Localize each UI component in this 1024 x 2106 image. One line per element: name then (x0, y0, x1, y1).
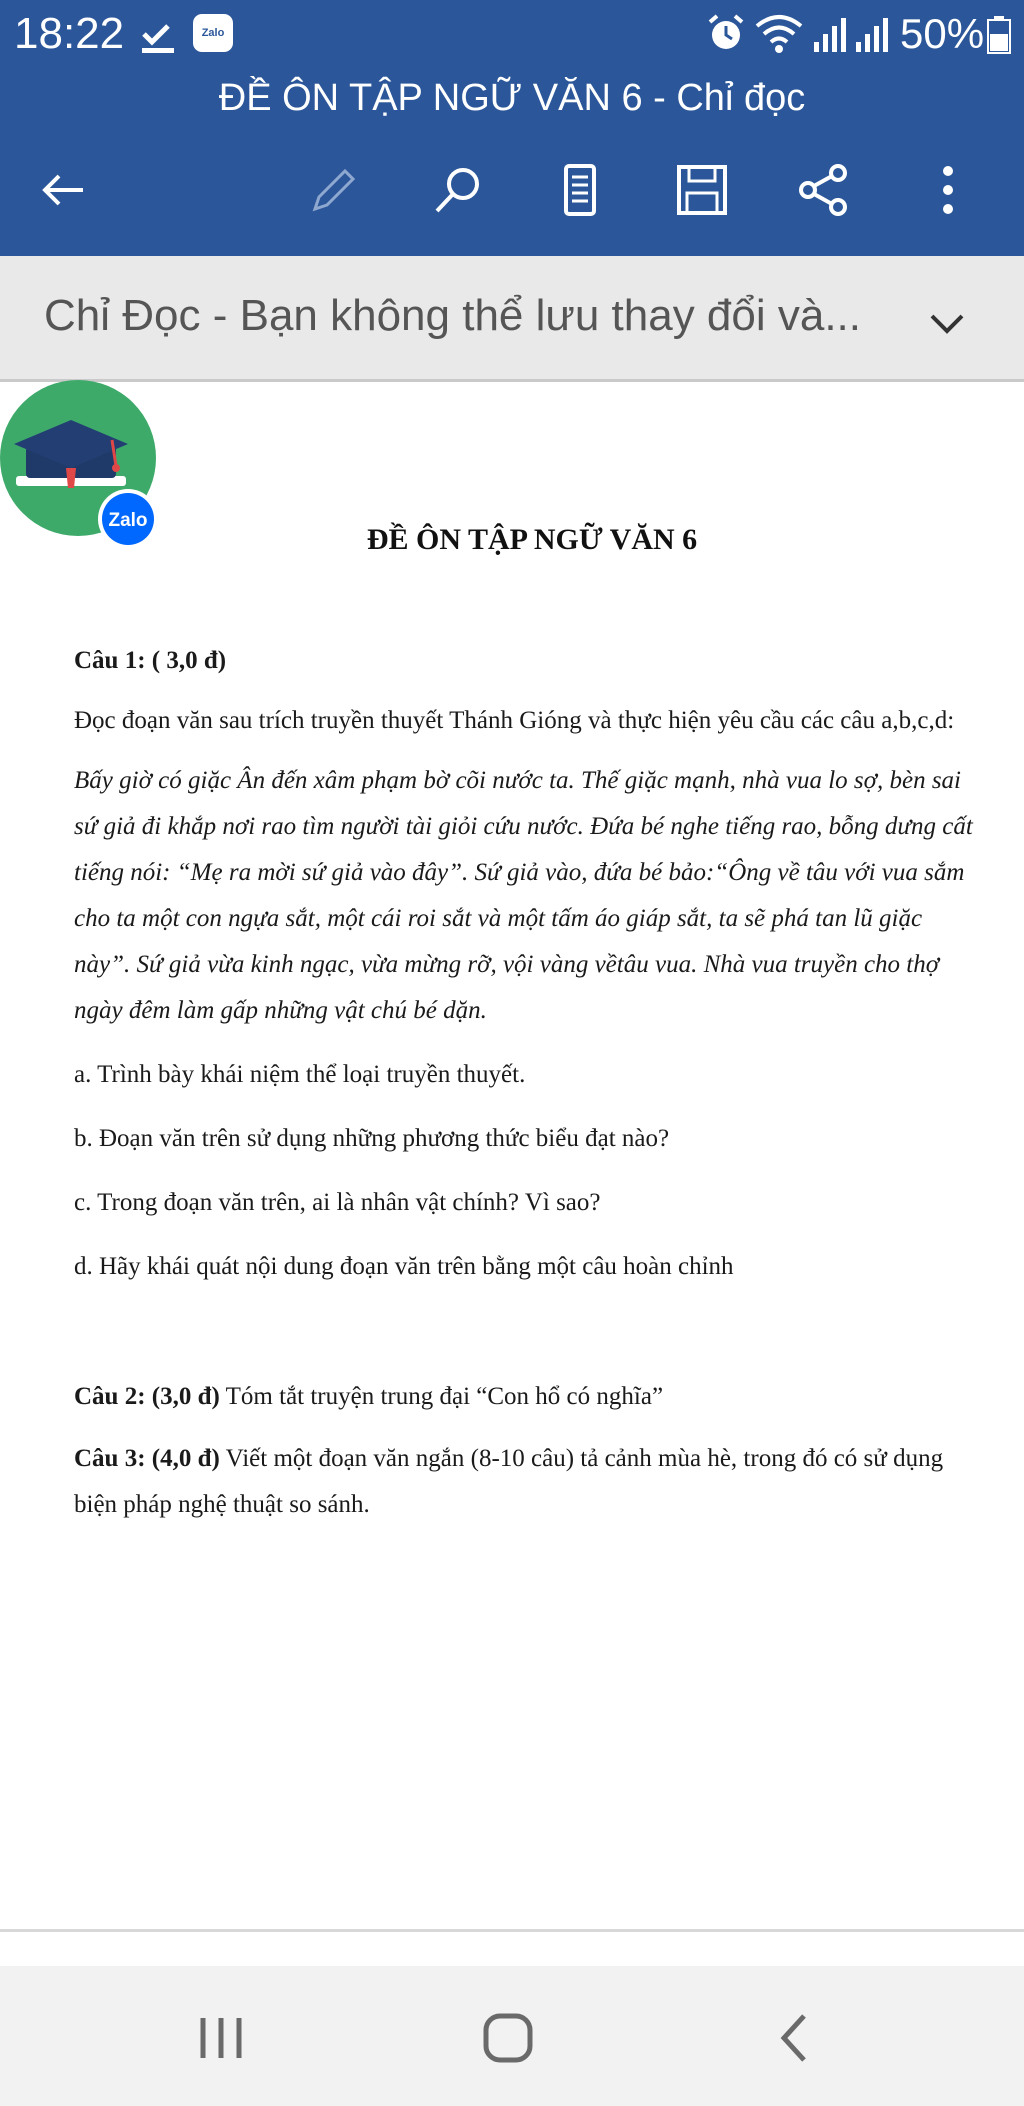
document-body (74, 630, 984, 1528)
back-nav-icon (762, 2006, 826, 2070)
back-arrow-icon (35, 161, 93, 219)
reading-view-icon (551, 161, 609, 219)
question-1-intro: Đọc đoạn văn sau trích truyền thuyết Thánh Gióng và thực hiện yêu cầu các câu a,b,c,d: (74, 707, 955, 734)
home-icon (476, 2006, 540, 2070)
recent-apps-icon (189, 2006, 253, 2070)
question-item-b: b. Đoạn văn trên sử dụng những phương thức biểu đạt nào? (74, 1125, 670, 1152)
question-3: Câu 3: (4,0 đ) Viết một đoạn văn ngắn (8-10 câu) tả cảnh mùa hè, trong đó có sử dụng biện pháp nghệ thuật so sánh. (74, 1445, 944, 1518)
status-bar (0, 0, 1024, 72)
share-icon (794, 161, 852, 219)
download-done-icon (138, 16, 178, 56)
battery-icon (986, 16, 1012, 54)
zalo-badge-label: Zalo (108, 510, 148, 531)
more-options-button[interactable] (916, 158, 980, 222)
app-header (0, 0, 1024, 256)
document-title: ĐỀ ÔN TẬP NGỮ VĂN 6 - Chỉ đọc (218, 77, 806, 119)
search-button[interactable] (426, 158, 490, 222)
system-nav-bar (0, 1966, 1024, 2106)
question-item-a: a. Trình bày khái niệm thể loại truyền thuyết. (74, 1061, 526, 1088)
save-button[interactable] (670, 158, 734, 222)
document-heading: ĐỀ ÔN TẬP NGỮ VĂN 6 (366, 523, 698, 556)
reading-view-button[interactable] (548, 158, 612, 222)
recent-apps-button[interactable] (171, 1988, 271, 2088)
status-time: 18:22 (14, 9, 125, 58)
toolbar (0, 148, 1024, 232)
home-button[interactable] (458, 1988, 558, 2088)
battery-percent: 50% (900, 10, 985, 57)
signal-sim2-icon (852, 14, 892, 54)
search-icon (429, 161, 487, 219)
reading-passage: Bấy giờ có giặc Ân đến xâm phạm bờ cõi nước ta. Thế giặc mạnh, nhà vua lo sợ, bèn sai sứ giả đi khắp nơi rao tìm người tài giỏi cứu nước. Đứa bé nghe tiếng rao, bỗng dưng cất tiếng nói: “Mẹ ra mời sứ giả vào đây”. Sứ giả vào, đứa bé bảo:“Ông về tâu với vua sắm cho ta một con ngựa sắt, một cái roi sắt và một tấm áo giáp sắt, ta sẽ phá tan lũ giặc này”. Sứ giả vừa kinh ngạc, vừa mừng rỡ, vội vàng vềtâu vua. Nhà vua truyền cho thợ ngày đêm làm gấp những vật chú bé dặn. (74, 767, 973, 1024)
chevron-down-icon[interactable] (918, 294, 976, 352)
readonly-banner-text: Chỉ Đọc - Bạn không thể lưu thay đổi và... (44, 291, 862, 340)
save-icon (673, 161, 731, 219)
zalo-notification-icon: Zalo (193, 14, 233, 52)
back-nav-button[interactable] (744, 1988, 844, 2088)
floating-chat-bubble[interactable] (0, 372, 160, 552)
page-divider (0, 1929, 1024, 1932)
readonly-banner[interactable] (0, 256, 1024, 382)
question-1-label: Câu 1: ( 3,0 đ) (74, 647, 227, 674)
alarm-icon (705, 12, 747, 54)
question-item-d: d. Hãy khái quát nội dung đoạn văn trên bằng một câu hoàn chỉnh (74, 1253, 734, 1280)
back-button[interactable] (32, 158, 96, 222)
question-item-c: c. Trong đoạn văn trên, ai là nhân vật chính? Vì sao? (74, 1189, 601, 1216)
wifi-icon (754, 12, 804, 56)
question-2: Câu 2: (3,0 đ) Tóm tắt truyện trung đại “Con hổ có nghĩa” (74, 1383, 664, 1410)
signal-sim1-icon (810, 14, 850, 54)
more-options-icon (919, 161, 977, 219)
share-button[interactable] (791, 158, 855, 222)
edit-button[interactable] (302, 158, 366, 222)
edit-pencil-icon (305, 161, 363, 219)
